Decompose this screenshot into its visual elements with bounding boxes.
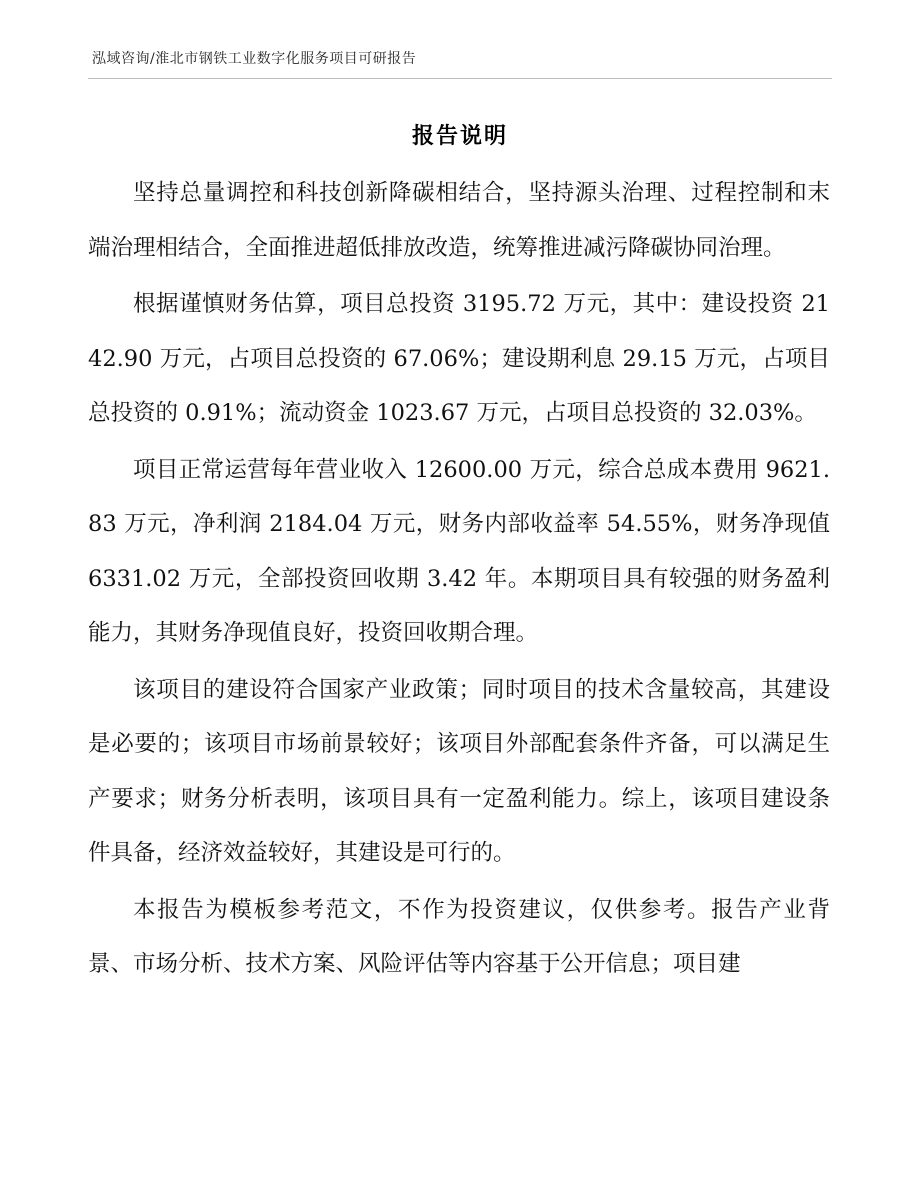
running-header: 泓域咨询/淮北市钢铁工业数字化服务项目可研报告 [92,51,417,67]
paragraph-disclaimer: 本报告为模板参考范文，不作为投资建议，仅供参考。报告产业背景、市场分析、技术方案、风险评估等内容基于公开信息；项目建 [88,896,830,977]
report-body [88,166,830,994]
paragraph-feasibility: 该项目的建设符合国家产业政策；同时项目的技术含量较高，其建设是必要的；该项目市场前景较好；该项目外部配套条件齐备，可以满足生产要求；财务分析表明，该项目具有一定盈利能力。综上，该项目建设条件具备，经济效益较好，其建设是可行的。 [88,676,830,866]
header-divider [88,78,832,79]
paragraph-financials: 项目正常运营每年营业收入 12600.00 万元，综合总成本费用 9621.83 万元，净利润 2184.04 万元，财务内部收益率 54.55%，财务净现值 6331.02 万元，全部投资回收期 3.42 年。本期项目具有较强的财务盈利能力，其财务净现值良好，投资回收期合理。 [88,456,830,646]
section-title: 报告说明 [411,123,508,149]
paragraph-policy: 坚持总量调控和科技创新降碳相结合，坚持源头治理、过程控制和末端治理相结合，全面推进超低排放改造，统筹推进减污降碳协同治理。 [88,180,830,261]
paragraph-investment: 根据谨慎财务估算，项目总投资 3195.72 万元，其中：建设投资 2142.90 万元，占项目总投资的 67.06%；建设期利息 29.15 万元，占项目总投资的 0.91%；流动资金 1023.67 万元，占项目总投资的 32.03%。 [88,291,830,426]
